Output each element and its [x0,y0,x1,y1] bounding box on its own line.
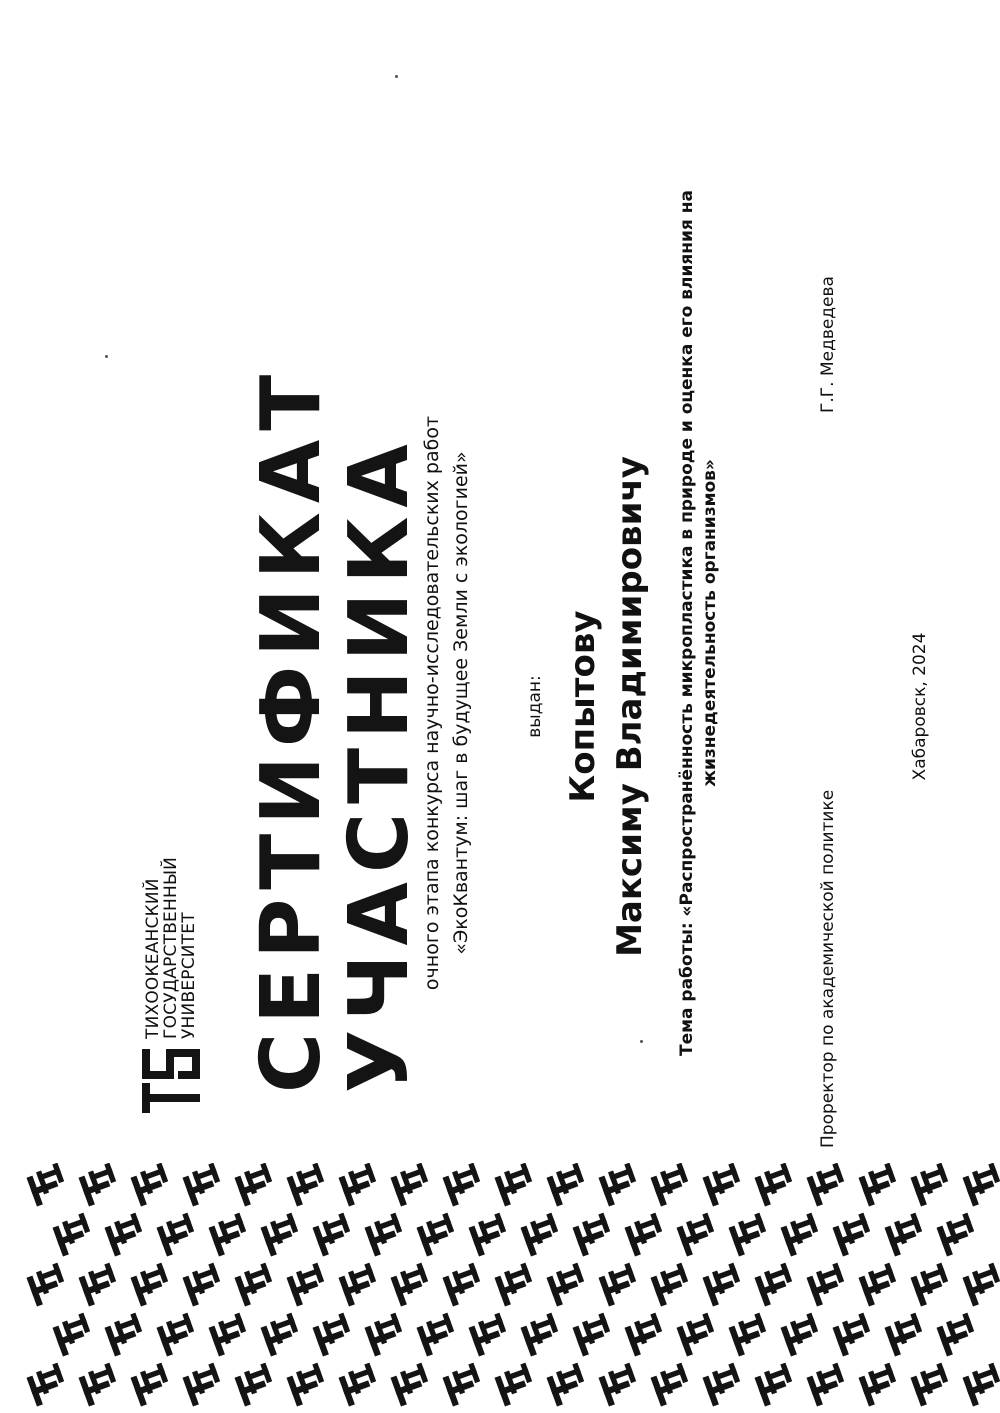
monogram-tile-icon [935,1313,979,1357]
work-topic-text-1: «Распространённость микропластика в природе и оценка его влияния на [677,190,697,917]
work-topic-text-2: жизнедеятельность организмов» [700,459,720,787]
monogram-tile-icon [649,1363,693,1407]
monogram-tile-icon [311,1213,355,1257]
work-topic [676,153,722,1093]
university-logo [142,857,200,1113]
monogram-tile-icon [675,1213,719,1257]
monogram-tile-icon [857,1363,901,1407]
monogram-tile-icon [467,1313,511,1357]
monogram-tile-icon [103,1213,147,1257]
monogram-tile-icon [25,1163,69,1206]
monogram-tile-icon [805,1363,849,1407]
scan-speck [395,75,398,78]
monogram-tile-icon [805,1263,849,1307]
certificate-title-line-1: СЕРТИФИКАТ [244,365,339,1093]
work-topic-label: Тема работы: [677,922,697,1056]
monogram-tile-icon [311,1313,355,1357]
monogram-tile-icon [259,1313,303,1357]
contest-name: «ЭкоКвантум: шаг в будущее Земли с экологией» [450,451,472,955]
monogram-tile-icon [77,1263,121,1307]
tgu-monogram-pattern-icon [0,1163,1000,1413]
issued-label: выдан: [525,675,545,738]
monogram-tile-icon [181,1363,225,1407]
work-topic-line-1 [676,153,699,1093]
monogram-tile-icon [285,1163,329,1206]
monogram-tile-icon [857,1263,901,1307]
monogram-tile-icon [25,1363,69,1407]
monogram-tile-icon [155,1213,199,1257]
monogram-tile-icon [441,1263,485,1307]
monogram-tile-icon [701,1263,745,1307]
monogram-tile-icon [805,1163,849,1206]
monogram-tile-icon [415,1313,459,1357]
city-year: Хабаровск, 2024 [910,632,930,781]
monogram-tile-icon [129,1363,173,1407]
monogram-tile-icon [675,1313,719,1357]
monogram-tile-icon [181,1263,225,1307]
monogram-tile-icon [701,1363,745,1407]
scan-speck [105,355,108,358]
monogram-tile-icon [129,1263,173,1307]
monogram-tile-icon [831,1213,875,1257]
monogram-tile-icon [77,1163,121,1206]
monogram-tile-icon [857,1163,901,1206]
monogram-tile-icon [415,1213,459,1257]
monogram-tile-icon [961,1263,1000,1307]
monogram-tile-icon [51,1213,95,1257]
monogram-tile-icon [961,1363,1000,1407]
university-name-line-2: ГОСУДАРСТВЕННЫЙ [161,856,181,1039]
certificate-title [244,365,427,1093]
monogram-tile-icon [467,1213,511,1257]
monogram-tile-icon [831,1313,875,1357]
monogram-tile-icon [181,1163,225,1206]
monogram-tile-icon [363,1213,407,1257]
monogram-tile-icon [649,1263,693,1307]
certificate-title-line-2: УЧАСТНИКА [332,435,427,1093]
monogram-tile-icon [337,1263,381,1307]
monogram-tile-icon [441,1363,485,1407]
monogram-tile-icon [337,1163,381,1206]
monogram-tile-icon [155,1313,199,1357]
monogram-tile-icon [77,1363,121,1407]
monogram-tile-icon [779,1313,823,1357]
university-name-line-1: ТИХООКЕАНСКИЙ [143,878,163,1039]
monogram-tile-icon [389,1163,433,1206]
monogram-tile-icon [363,1313,407,1357]
contest-description [418,373,476,1033]
signer-name: Г.Г. Медведева [818,276,838,413]
university-name [144,857,198,1039]
recipient-name [560,0,654,1413]
contest-description-line-1: очного этапа конкурса научно-исследовательских работ [421,415,443,991]
tgu-logo-icon [142,1049,200,1113]
monogram-tile-icon [285,1263,329,1307]
monogram-tile-icon [753,1163,797,1206]
monogram-tile-icon [337,1363,381,1407]
monogram-tile-icon [389,1263,433,1307]
monogram-tile-icon [935,1213,979,1257]
monogram-tile-icon [727,1313,771,1357]
monogram-tile-icon [701,1163,745,1206]
recipient-surname: Копытову [563,610,603,803]
monogram-tile-icon [207,1313,251,1357]
scan-speck [640,1040,643,1043]
monogram-tile-icon [441,1163,485,1206]
monogram-tile-icon [649,1163,693,1206]
monogram-tile-icon [233,1263,277,1307]
monogram-tile-icon [25,1263,69,1307]
monogram-tile-icon [727,1213,771,1257]
monogram-tile-icon [779,1213,823,1257]
university-name-line-3: УНИВЕРСИТЕТ [179,912,199,1039]
monogram-tile-icon [51,1313,95,1357]
recipient-given-names: Максиму Владимировичу [610,456,650,957]
monogram-tile-icon [129,1163,173,1206]
monogram-tile-icon [285,1363,329,1407]
monogram-tile-icon [961,1163,1000,1206]
monogram-tile-icon [389,1363,433,1407]
signer-role: Проректор по академической политике [818,789,838,1148]
monogram-tile-icon [753,1263,797,1307]
monogram-tile-icon [207,1213,251,1257]
monogram-tile-icon [233,1363,277,1407]
monogram-tile-icon [233,1163,277,1206]
monogram-tile-icon [753,1363,797,1407]
monogram-tile-icon [103,1313,147,1357]
monogram-tile-icon [259,1213,303,1257]
